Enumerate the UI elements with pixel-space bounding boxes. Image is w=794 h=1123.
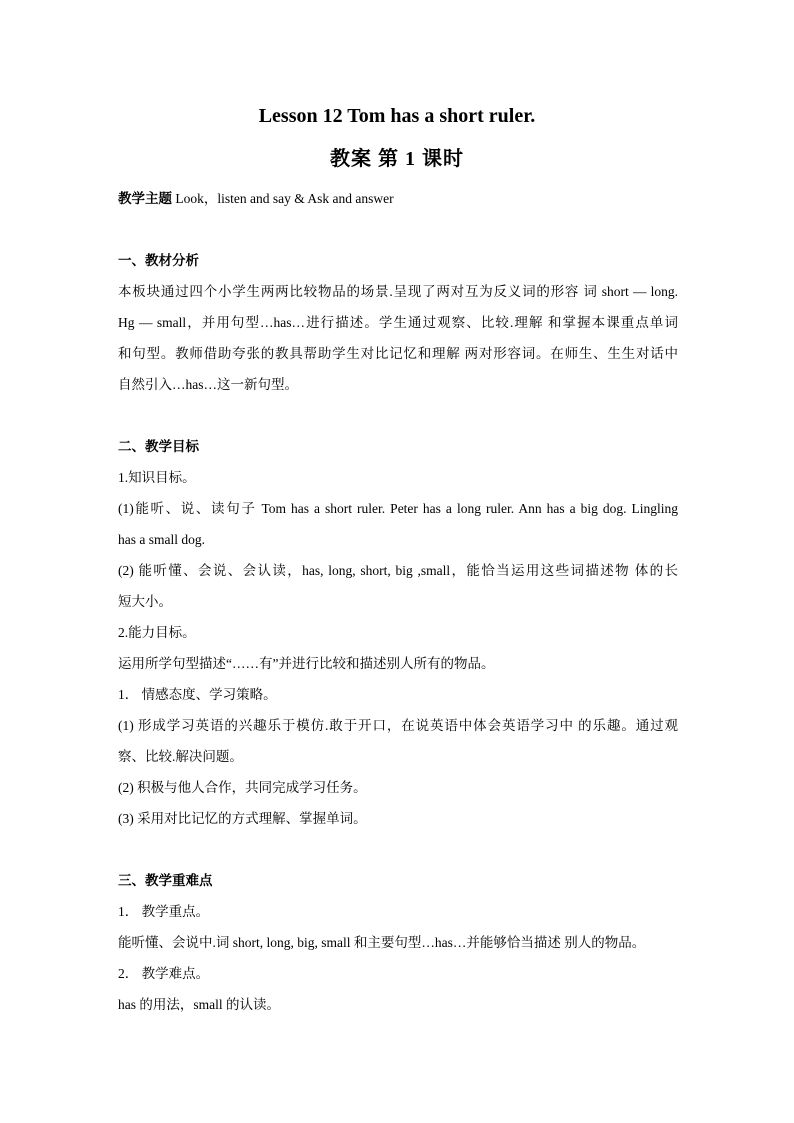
key-point-line: 2． 教学难点。 <box>118 966 210 981</box>
analysis-line: 自然引入…has…这一新句型。 <box>118 377 298 392</box>
document-body <box>118 183 678 1020</box>
objective-line: 短大小。 <box>118 594 172 609</box>
analysis-line: 和句型。教师借助夸张的教具帮助学生对比记忆和理解 两对形容词。在师生、生生对话中 <box>118 346 678 361</box>
section-heading-key-points: 三、教学重难点 <box>118 873 213 888</box>
objective-line: 1.知识目标。 <box>118 470 196 485</box>
document-title: Lesson 12 Tom has a short ruler. <box>258 105 536 127</box>
objective-line: (1) 形成学习英语的兴趣乐于模仿.敢于开口，在说英语中体会英语学习中 的乐趣。通过观 <box>118 718 678 733</box>
objective-line: (2) 积极与他人合作，共同完成学习任务。 <box>118 780 367 795</box>
objective-line: 运用所学句型描述“……有”并进行比较和描述别人所有的物品。 <box>118 656 495 671</box>
section-heading-objectives: 二、教学目标 <box>118 439 199 454</box>
topic-line <box>118 183 678 214</box>
objective-line: 2.能力目标。 <box>118 625 196 640</box>
objective-line: (2) 能听懂、会说、会认读，has, long, short, big ,small，能恰当运用这些词描述物 体的长 <box>118 563 678 578</box>
topic-value: Look，listen and say & Ask and answer <box>172 191 394 206</box>
document-subtitle: 教案 第 1 课时 <box>330 148 464 170</box>
key-point-line: 能听懂、会说中.词 short, long, big, small 和主要句型…has…并能够恰当描述 别人的物品。 <box>118 935 646 950</box>
key-point-line: 1． 教学重点。 <box>118 904 210 919</box>
objective-line: 察、比较.解决问题。 <box>118 749 243 764</box>
objective-line: has a small dog. <box>118 532 205 547</box>
section-heading-analysis: 一、教材分析 <box>118 253 199 268</box>
analysis-line: Hg — small，并用句型…has…进行描述。学生通过观察、比较.理解 和掌握本课重点单词 <box>118 315 678 330</box>
key-point-line: has 的用法，small 的认读。 <box>118 997 280 1012</box>
objective-line: 1． 情感态度、学习策略。 <box>118 687 277 702</box>
analysis-line: 本板块通过四个小学生两两比较物品的场景.呈现了两对互为反义词的形容 词 short — long. <box>118 284 678 299</box>
objective-line: (1)能听、说、读句子 Tom has a short ruler. Peter has a long ruler. Ann has a big dog. Lingling <box>118 501 678 516</box>
topic-label: 教学主题 <box>118 191 172 206</box>
objective-line: (3) 采用对比记忆的方式理解、掌握单词。 <box>118 811 367 826</box>
